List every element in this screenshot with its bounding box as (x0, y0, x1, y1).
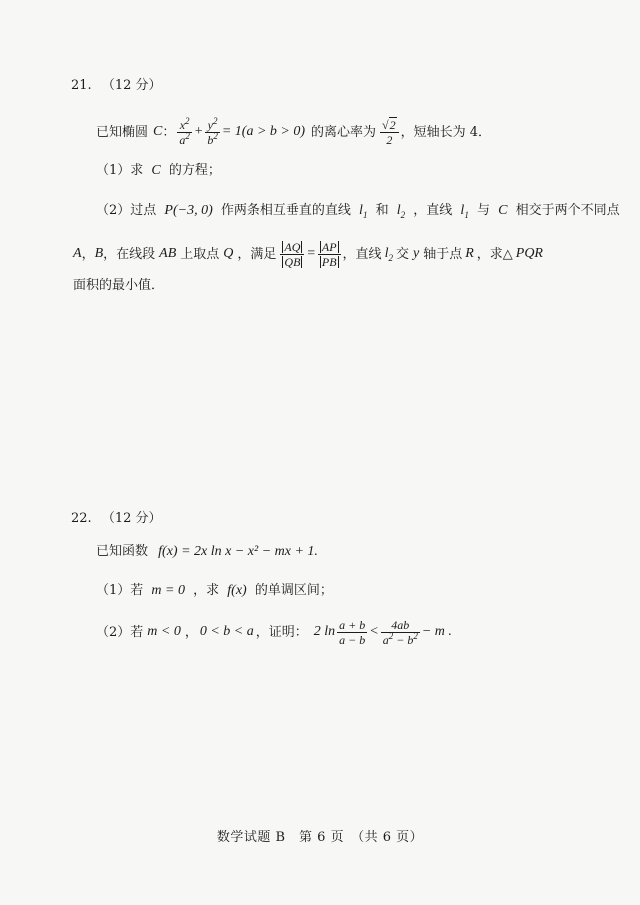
q21-points: （12 分） (101, 78, 162, 93)
function-definition: f(x) = 2x ln x − x² − mx + 1. (158, 544, 318, 559)
q22-points: （12 分） (101, 511, 162, 526)
q22-part1: （1）若 m = 0 ，求 f(x) 的单调区间； (96, 583, 333, 598)
q21-number: 21. (71, 78, 92, 93)
q21-part1: （1）求 C 的方程； (96, 163, 221, 178)
frac-apb-amb: $\frac{a + b}{a - b}$ (339, 617, 366, 647)
frac-y2-b2: $\frac{y^2}{b^2}$ (207, 115, 218, 147)
q21-part2-end: 面积的最小值． (73, 278, 165, 293)
frac-x2-a2: $\frac{x^2}{a^2}$ (179, 115, 190, 147)
q22-number: 22. (71, 511, 92, 526)
frac-AQ-QB: $\frac{AQ}{QB}$ (280, 241, 304, 268)
q22-header (71, 512, 162, 525)
q21-intro: 已知椭圆 C ： $\frac{x^2}{a^2}$ + $\frac{y^2}{b^2}$ = 1(a > b > 0) 的离心率为 $\frac{√2}{2}$ ，短轴长为 4． (96, 115, 492, 147)
q21-part2-cont: A ， B ，在线段 AB 上取点 Q ，满足 $\frac{AQ}{QB}$ = $\frac{AP}{PB}$ ，直线 $l_2$ 交 y 轴于点 R ，求△ PQR (73, 239, 543, 269)
frac-4ab: $\frac{4ab}{a^2 - b^2}$ (382, 617, 418, 647)
q22-part2: （2）若 m < 0 ， 0 < b < a ，证明： 2 ln $\frac{a + b}{a - b}$ < $\frac{4ab}{a^2 - b^2}$ − m . (96, 617, 452, 647)
q21-part2: （2）过点 P(−3, 0) 作两条相互垂直的直线 $l_1$ 和 $l_2$ ，直线 $l_1$ 与 C 相交于两个不同点 (96, 203, 620, 220)
q22-intro: 已知函数 f(x) = 2x ln x − x² − mx + 1. (96, 544, 318, 559)
frac-AP-PB: $\frac{AP}{PB}$ (318, 241, 341, 268)
frac-sqrt2-2: $\frac{√2}{2}$ (380, 119, 399, 146)
page-footer: 数学试题 B 第 6 页 （共 6 页） (216, 830, 424, 845)
ellipse-condition: = 1(a > b > 0) (221, 124, 305, 139)
q21-header (71, 79, 162, 92)
